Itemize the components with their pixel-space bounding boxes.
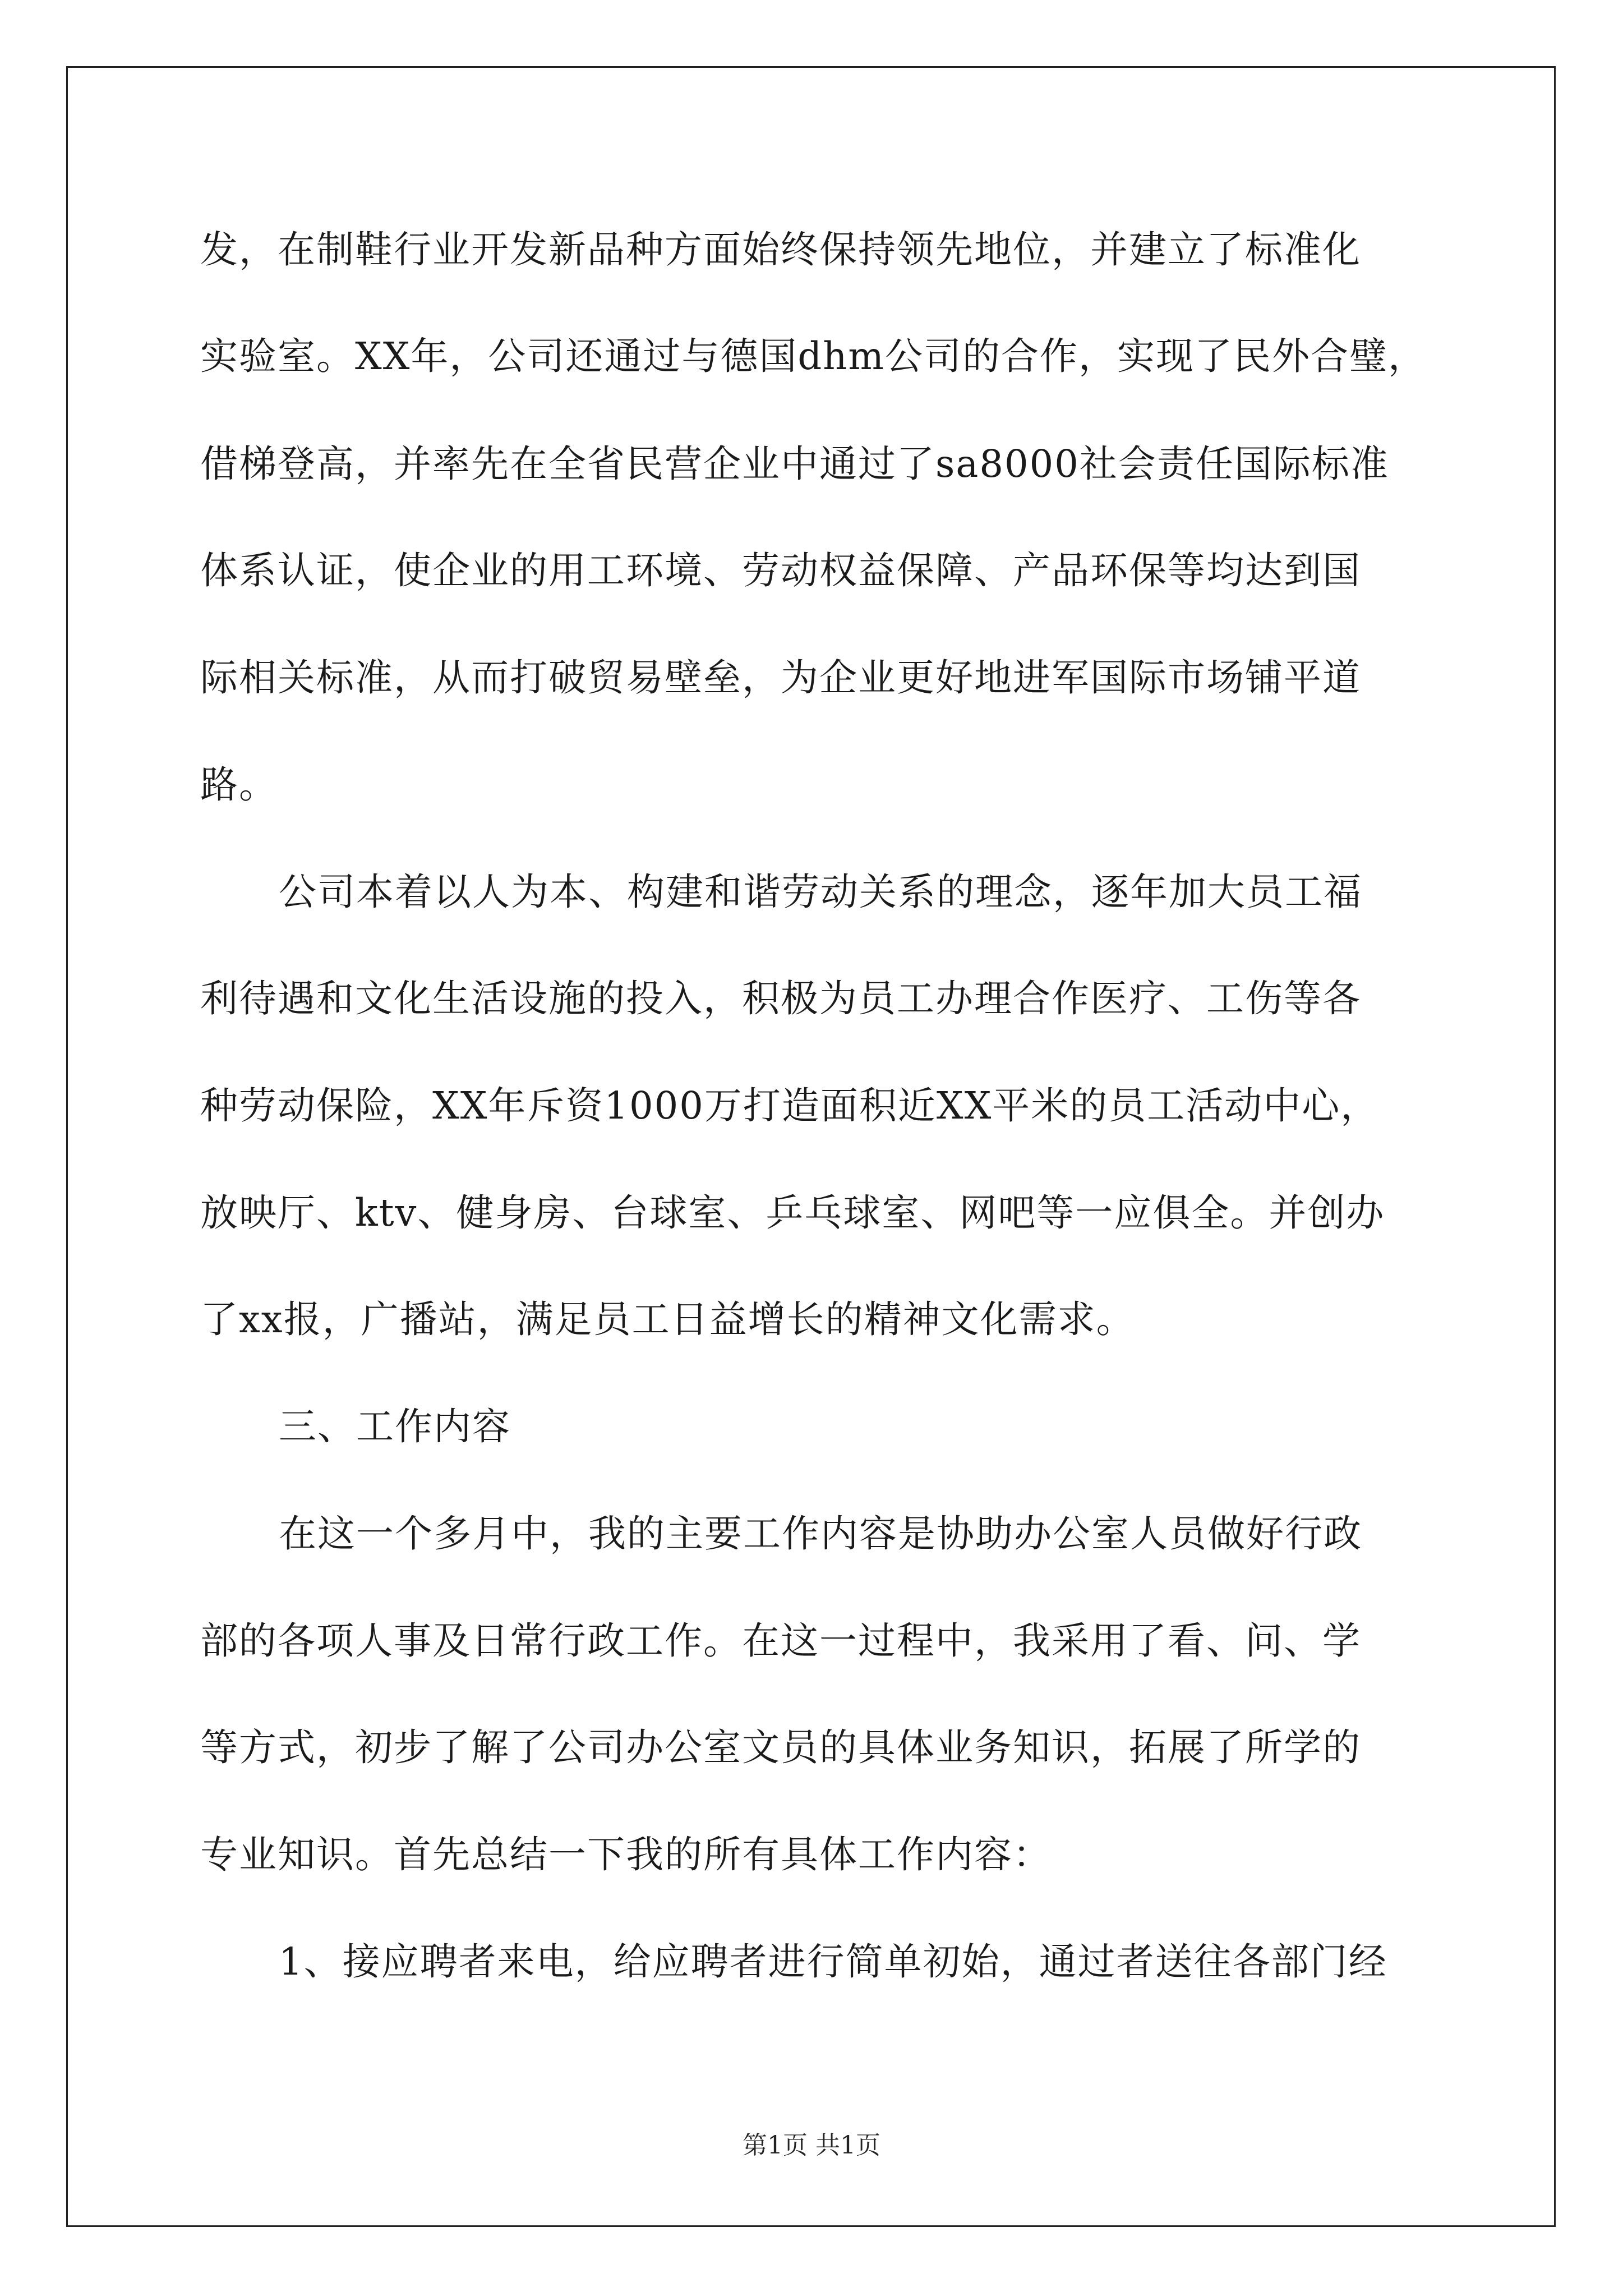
section-heading: 三、工作内容 [279, 1405, 511, 1448]
text-line: 部的各项人事及日常行政工作。在这一过程中，我采用了看、问、学 [200, 1619, 1361, 1663]
text-line: 发，在制鞋行业开发新品种方面始终保持领先地位，并建立了标准化 [200, 228, 1361, 272]
paragraph-start-line: 在这一个多月中，我的主要工作内容是协助办公室人员做好行政 [279, 1512, 1362, 1556]
text-line: 等方式，初步了解了公司办公室文员的具体业务知识，拓展了所学的 [200, 1726, 1361, 1769]
text-line: 体系认证，使企业的用工环境、劳动权益保障、产品环保等均达到国 [200, 549, 1361, 592]
text-line: 放映厅、ktv、健身房、台球室、乒乓球室、网吧等一应俱全。并创办 [200, 1191, 1385, 1235]
text-line: 路。 [200, 763, 278, 807]
text-line: 借梯登高，并率先在全省民营企业中通过了sa8000社会责任国际标准 [200, 442, 1389, 486]
paragraph-start-line: 公司本着以人为本、构建和谐劳动关系的理念，逐年加大员工福 [279, 870, 1362, 914]
text-line: 专业知识。首先总结一下我的所有具体工作内容： [200, 1833, 1052, 1876]
text-line: 种劳动保险，XX年斥资1000万打造面积近XX平米的员工活动中心， [200, 1084, 1380, 1128]
text-line: 际相关标准，从而打破贸易壁垒，为企业更好地进军国际市场铺平道 [200, 656, 1361, 700]
page-footer: 第1页 共1页 [743, 2131, 880, 2160]
text-line: 了xx报，广播站，满足员工日益增长的精神文化需求。 [200, 1297, 1135, 1341]
page-border [66, 66, 1556, 2227]
list-item-line: 1、接应聘者来电，给应聘者进行简单初始，通过者送往各部门经 [279, 1940, 1387, 1984]
text-line: 实验室。XX年，公司还通过与德国dhm公司的合作，实现了民外合璧， [200, 334, 1427, 378]
text-line: 利待遇和文化生活设施的投入，积极为员工办理合作医疗、工伤等各 [200, 977, 1361, 1020]
